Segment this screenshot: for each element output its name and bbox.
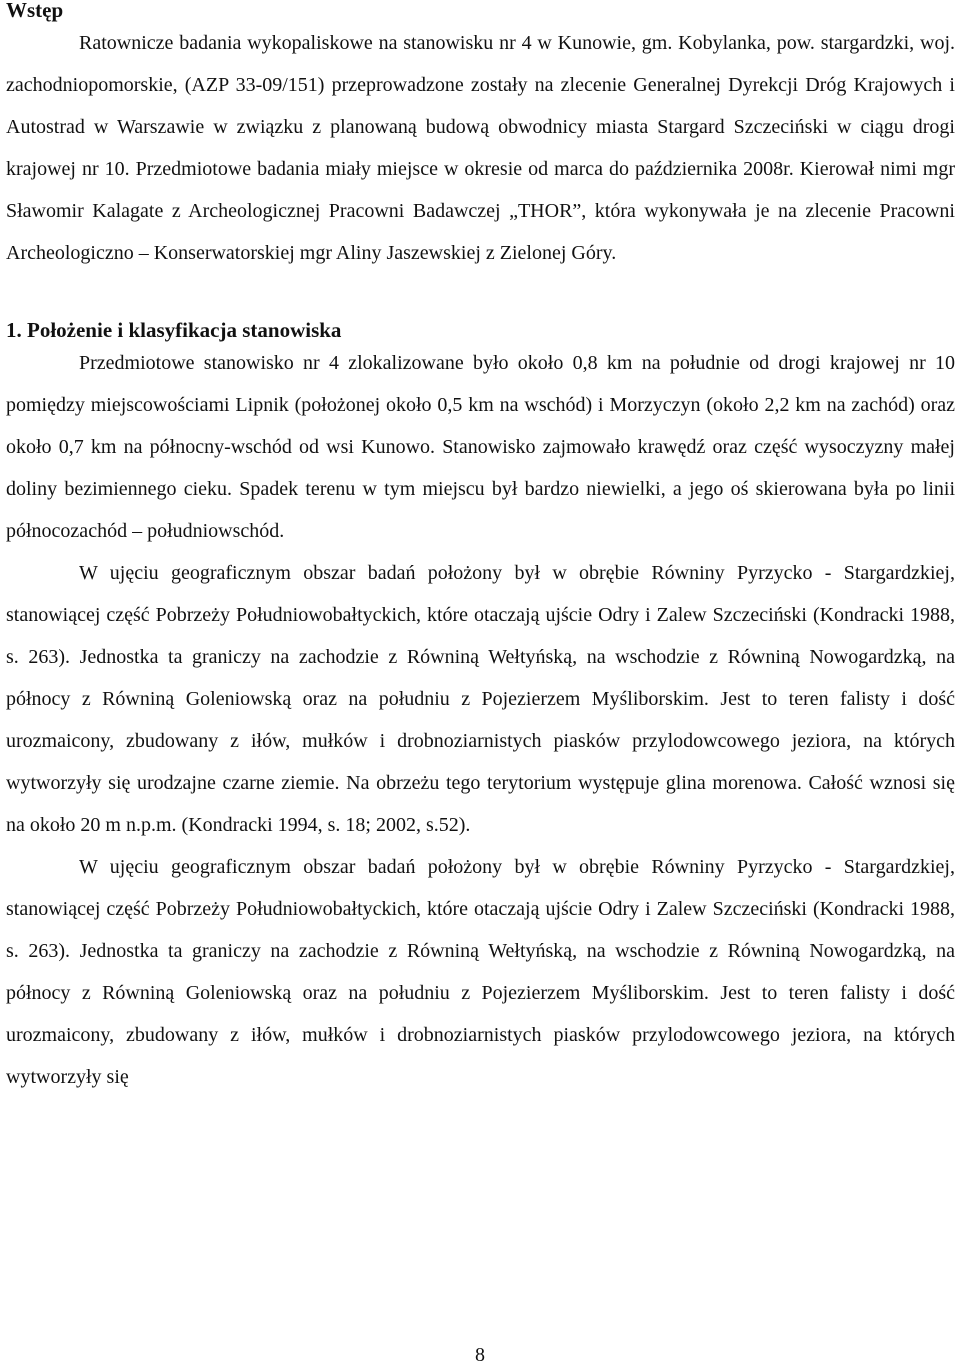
page-number: 8	[475, 1344, 485, 1366]
intro-heading: Wstęp	[6, 0, 64, 22]
section-heading: 1. Położenie i klasyfikacja stanowiska	[6, 318, 342, 342]
intro-paragraph: Ratownicze badania wykopaliskowe na stanowisku nr 4 w Kunowie, gm. Kobylanka, pow. stargardzki, woj. zachodniopomorskie, (AZP 33-09/151) przeprowadzone zostały na zlecenie Generalnej Dyrekcji Dróg Krajowych i Autostrad w Warszawie w związku z planowaną budową obwodnicy miasta Stargard Szczeciński w ciągu drogi krajowej nr 10. Przedmiotowe badania miały miejsce w okresie od marca do października 2008r. Kierował nimi mgr Sławomir Kalagate z Archeologicznej Pracowni Badawczej „THOR”, która wykonywała je na zlecenie Pracowni Archeologiczno – Konserwatorskiej mgr Aliny Jaszewskiej z Zielonej Góry.	[6, 32, 955, 264]
location-paragraph: Przedmiotowe stanowisko nr 4 zlokalizowane było około 0,8 km na południe od drogi krajowej nr 10 pomiędzy miejscowościami Lipnik (położonej około 0,5 km na wschód) i Morzyczyn (około 2,2 km na zachód) oraz około 0,7 km na północny-wschód od wsi Kunowo. Stanowisko zajmowało krawędź oraz część wysoczyzny małej doliny bezimiennego cieku. Spadek terenu w tym miejscu był bardzo niewielki, a jego oś skierowana była po linii północozachód – południowschód.	[6, 352, 955, 542]
geography-paragraph: W ujęciu geograficznym obszar badań położony był w obrębie Równiny Pyrzycko - Stargardzkiej, stanowiącej część Pobrzeży Południowobałtyckich, które otaczają ujście Odry i Zalew Szczeciński (Kondracki 1988, s. 263). Jednostka ta graniczy na zachodzie z Równiną Wełtyńską, na wschodzie z Równiną Nowogardzką, na północy z Równiną Goleniowską oraz na południu z Pojezierzem Myśliborskim. Jest to teren falisty i dość urozmaicony, zbudowany z iłów, mułków i drobnoziarnistych piasków przylodowcowego jeziora, na których wytworzyły się urodzajne czarne ziemie. Na obrzeżu tego terytorium występuje glina morenowa. Całość wznosi się na około 20 m n.p.m. (Kondracki 1994, s. 18; 2002, s.52).	[6, 562, 955, 836]
document-page	[6, 0, 955, 1098]
geography-paragraph-repeat: W ujęciu geograficznym obszar badań położony był w obrębie Równiny Pyrzycko - Stargardzkiej, stanowiącej część Pobrzeży Południowobałtyckich, które otaczają ujście Odry i Zalew Szczeciński (Kondracki 1988, s. 263). Jednostka ta graniczy na zachodzie z Równiną Wełtyńską, na wschodzie z Równiną Nowogardzką, na północy z Równiną Goleniowską oraz na południu z Pojezierzem Myśliborskim. Jest to teren falisty i dość urozmaicony, zbudowany z iłów, mułków i drobnoziarnistych piasków przylodowcowego jeziora, na których wytworzyły się	[6, 856, 955, 1088]
